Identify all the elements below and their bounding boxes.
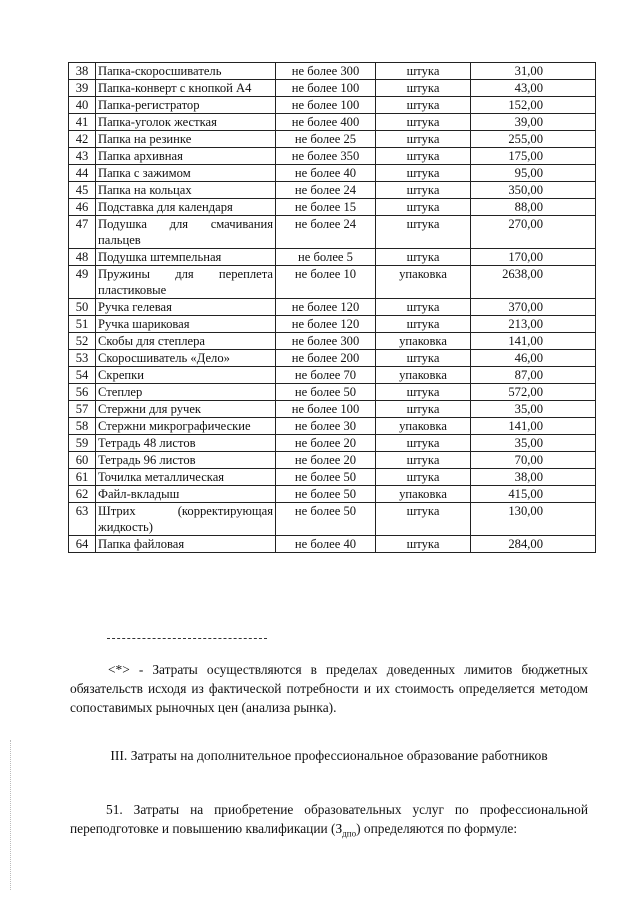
cell-quantity-limit: не более 200 (276, 350, 376, 367)
cell-price: 70,00 (471, 452, 596, 469)
table-row (69, 97, 596, 114)
cell-number: 58 (69, 418, 96, 435)
table-row (69, 165, 596, 182)
cell-price: 46,00 (471, 350, 596, 367)
table-row (69, 350, 596, 367)
cell-price: 141,00 (471, 333, 596, 350)
cell-item-name: Ручка гелевая (96, 299, 276, 316)
table-row (69, 114, 596, 131)
table-row (69, 333, 596, 350)
scan-margin-marks (10, 740, 13, 890)
cell-quantity-limit: не более 300 (276, 63, 376, 80)
cell-item-name: Пружины для переплета пластиковые (96, 266, 276, 299)
cell-number: 61 (69, 469, 96, 486)
section-title: III. Затраты на дополнительное профессиональное образование работников (110, 748, 548, 763)
cell-number: 54 (69, 367, 96, 384)
cell-unit: упаковка (376, 418, 471, 435)
cell-quantity-limit: не более 50 (276, 384, 376, 401)
table-row (69, 401, 596, 418)
cell-price: 255,00 (471, 131, 596, 148)
cell-item-name: Папка-уголок жесткая (96, 114, 276, 131)
cell-quantity-limit: не более 5 (276, 249, 376, 266)
cell-unit: штука (376, 503, 471, 536)
cell-unit: упаковка (376, 266, 471, 299)
table-row (69, 435, 596, 452)
cell-price: 130,00 (471, 503, 596, 536)
cell-number: 39 (69, 80, 96, 97)
cell-number: 47 (69, 216, 96, 249)
cell-item-name: Тетрадь 96 листов (96, 452, 276, 469)
cell-price: 350,00 (471, 182, 596, 199)
cell-quantity-limit: не более 30 (276, 418, 376, 435)
cell-number: 50 (69, 299, 96, 316)
cell-number: 44 (69, 165, 96, 182)
cell-number: 52 (69, 333, 96, 350)
cell-quantity-limit: не более 400 (276, 114, 376, 131)
supplies-table (68, 62, 596, 553)
cell-unit: штука (376, 80, 471, 97)
table-row (69, 216, 596, 249)
paragraph-text-after: ) определяются по формуле: (356, 821, 518, 836)
cell-number: 45 (69, 182, 96, 199)
cell-item-name: Подушка штемпельная (96, 249, 276, 266)
cell-item-name: Подставка для календаря (96, 199, 276, 216)
cell-quantity-limit: не более 120 (276, 316, 376, 333)
table-row (69, 367, 596, 384)
cell-quantity-limit: не более 10 (276, 266, 376, 299)
cell-number: 57 (69, 401, 96, 418)
cell-price: 35,00 (471, 435, 596, 452)
cell-quantity-limit: не более 70 (276, 367, 376, 384)
cell-quantity-limit: не более 300 (276, 333, 376, 350)
cell-item-name: Папка файловая (96, 536, 276, 553)
cell-number: 48 (69, 249, 96, 266)
cell-quantity-limit: не более 100 (276, 80, 376, 97)
cell-number: 40 (69, 97, 96, 114)
table-row (69, 418, 596, 435)
cell-number: 43 (69, 148, 96, 165)
cell-item-name: Папка на кольцах (96, 182, 276, 199)
cell-price: 152,00 (471, 97, 596, 114)
cell-item-name: Стержни микрографические (96, 418, 276, 435)
table-row (69, 452, 596, 469)
table-row (69, 63, 596, 80)
cell-number: 49 (69, 266, 96, 299)
footnote (70, 660, 588, 717)
cell-price: 415,00 (471, 486, 596, 503)
cell-unit: упаковка (376, 367, 471, 384)
cell-number: 51 (69, 316, 96, 333)
cell-price: 213,00 (471, 316, 596, 333)
cell-unit: штука (376, 299, 471, 316)
cell-unit: штука (376, 316, 471, 333)
cell-price: 31,00 (471, 63, 596, 80)
cell-price: 88,00 (471, 199, 596, 216)
cell-price: 87,00 (471, 367, 596, 384)
table-row (69, 266, 596, 299)
cell-unit: штука (376, 435, 471, 452)
cell-price: 38,00 (471, 469, 596, 486)
table-row (69, 503, 596, 536)
table-row (69, 299, 596, 316)
cell-quantity-limit: не более 25 (276, 131, 376, 148)
cell-item-name: Файл-вкладыш (96, 486, 276, 503)
cell-price: 284,00 (471, 536, 596, 553)
cell-item-name: Стержни для ручек (96, 401, 276, 418)
cell-price: 43,00 (471, 80, 596, 97)
cell-unit: штука (376, 216, 471, 249)
cell-unit: штука (376, 199, 471, 216)
cell-item-name: Папка-скоросшиватель (96, 63, 276, 80)
cell-unit: упаковка (376, 486, 471, 503)
cell-item-name: Тетрадь 48 листов (96, 435, 276, 452)
supplies-table-body (69, 63, 596, 553)
cell-item-name: Скобы для степлера (96, 333, 276, 350)
cell-unit: штука (376, 401, 471, 418)
cell-number: 41 (69, 114, 96, 131)
cell-quantity-limit: не более 20 (276, 452, 376, 469)
footnote-separator (107, 638, 267, 639)
cell-number: 46 (69, 199, 96, 216)
cell-quantity-limit: не более 50 (276, 469, 376, 486)
cell-unit: штука (376, 469, 471, 486)
cell-item-name: Папка архивная (96, 148, 276, 165)
cell-number: 64 (69, 536, 96, 553)
cell-unit: штука (376, 452, 471, 469)
cell-price: 175,00 (471, 148, 596, 165)
cell-unit: штука (376, 148, 471, 165)
cell-unit: штука (376, 165, 471, 182)
cell-number: 42 (69, 131, 96, 148)
table-row (69, 384, 596, 401)
cell-item-name: Ручка шариковая (96, 316, 276, 333)
cell-quantity-limit: не более 120 (276, 299, 376, 316)
cell-number: 53 (69, 350, 96, 367)
table-row (69, 80, 596, 97)
cell-item-name: Папка на резинке (96, 131, 276, 148)
cell-price: 170,00 (471, 249, 596, 266)
table-row (69, 131, 596, 148)
cell-unit: штука (376, 384, 471, 401)
cell-item-name: Точилка металлическая (96, 469, 276, 486)
cell-number: 59 (69, 435, 96, 452)
table-row (69, 316, 596, 333)
cell-quantity-limit: не более 15 (276, 199, 376, 216)
cell-unit: штука (376, 249, 471, 266)
cell-number: 60 (69, 452, 96, 469)
cell-quantity-limit: не более 100 (276, 401, 376, 418)
cell-unit: штука (376, 114, 471, 131)
cell-price: 2638,00 (471, 266, 596, 299)
cell-price: 35,00 (471, 401, 596, 418)
cell-quantity-limit: не более 50 (276, 503, 376, 536)
cell-price: 95,00 (471, 165, 596, 182)
cell-unit: штука (376, 350, 471, 367)
table-row (69, 249, 596, 266)
cell-quantity-limit: не более 40 (276, 536, 376, 553)
cell-price: 270,00 (471, 216, 596, 249)
cell-quantity-limit: не более 24 (276, 216, 376, 249)
cell-item-name: Штрих (корректирующая жидкость) (96, 503, 276, 536)
cell-unit: штука (376, 131, 471, 148)
table-row (69, 182, 596, 199)
cell-price: 39,00 (471, 114, 596, 131)
table-row (69, 199, 596, 216)
cell-number: 38 (69, 63, 96, 80)
cell-number: 63 (69, 503, 96, 536)
table-row (69, 469, 596, 486)
paragraph-text-before: 51. Затраты на приобретение образовательных услуг по профессиональной переподготовке и повышению квалификации (З (70, 802, 588, 836)
cell-item-name: Папка-конверт с кнопкой А4 (96, 80, 276, 97)
cell-item-name: Скрепки (96, 367, 276, 384)
cell-item-name: Степлер (96, 384, 276, 401)
cell-quantity-limit: не более 40 (276, 165, 376, 182)
cell-item-name: Папка-регистратор (96, 97, 276, 114)
paragraph-subscript: дпо (342, 828, 357, 839)
cell-quantity-limit: не более 100 (276, 97, 376, 114)
cell-price: 370,00 (471, 299, 596, 316)
cell-unit: штука (376, 182, 471, 199)
cell-quantity-limit: не более 20 (276, 435, 376, 452)
cell-quantity-limit: не более 50 (276, 486, 376, 503)
cell-price: 141,00 (471, 418, 596, 435)
cell-price: 572,00 (471, 384, 596, 401)
cell-item-name: Папка с зажимом (96, 165, 276, 182)
cell-number: 62 (69, 486, 96, 503)
footnote-text: <*> - Затраты осуществляются в пределах доведенных лимитов бюджетных обязательств исходя из фактической потребности и их стоимость определяется методом сопоставимых рыночных цен (анализа рынка). (70, 662, 588, 715)
cell-unit: штука (376, 97, 471, 114)
cell-number: 56 (69, 384, 96, 401)
cell-item-name: Скоросшиватель «Дело» (96, 350, 276, 367)
cell-unit: упаковка (376, 333, 471, 350)
cell-item-name: Подушка для смачивания пальцев (96, 216, 276, 249)
paragraph-51 (70, 800, 588, 844)
cell-quantity-limit: не более 24 (276, 182, 376, 199)
table-row (69, 486, 596, 503)
cell-unit: штука (376, 536, 471, 553)
cell-unit: штука (376, 63, 471, 80)
table-row (69, 148, 596, 165)
cell-quantity-limit: не более 350 (276, 148, 376, 165)
table-row (69, 536, 596, 553)
